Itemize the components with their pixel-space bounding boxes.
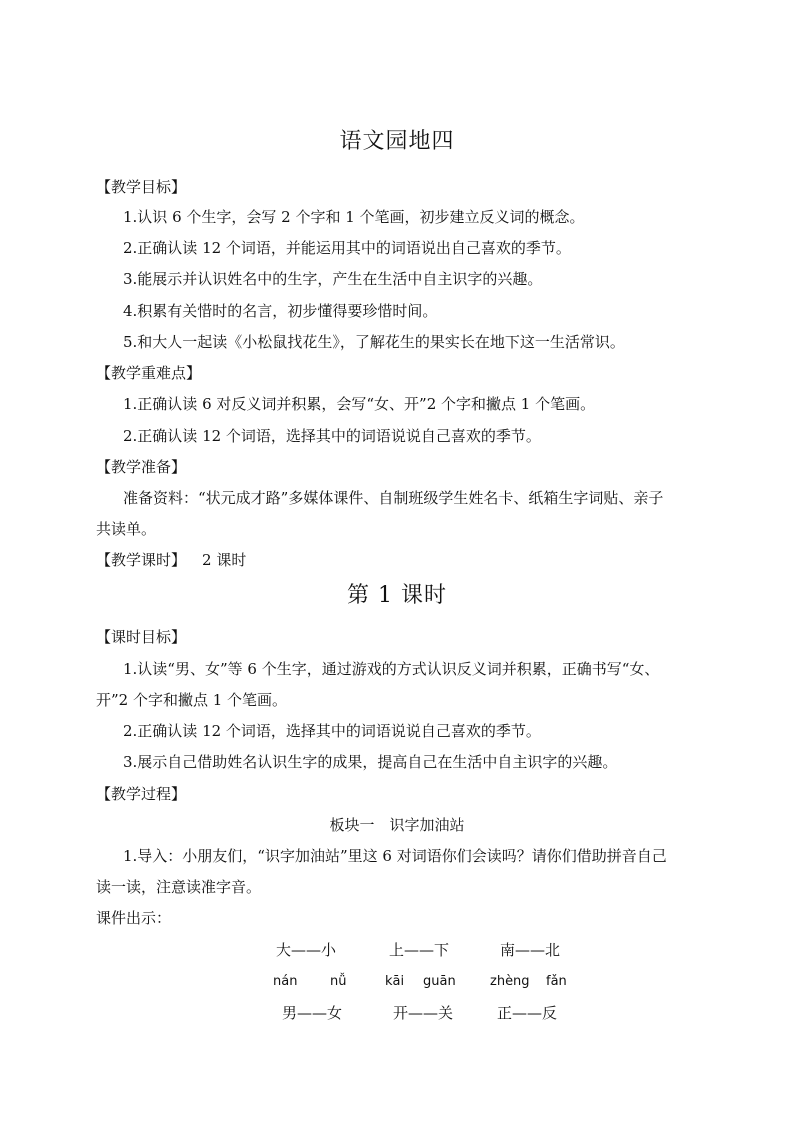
word-pair: 南——北	[500, 941, 561, 959]
courseware-label: 课件出示：	[96, 909, 172, 927]
hours-label: 【教学课时】	[96, 551, 187, 569]
key-point-item: 1.正确认读 6 对反义词并积累，会写“女、开”2 个字和撇点 1 个笔画。	[123, 395, 596, 413]
word-pair: 开——关	[393, 1004, 454, 1022]
word-pair: 大——小	[276, 941, 337, 959]
pinyin: nǚ	[330, 974, 347, 989]
block-title: 板块一 识字加油站	[329, 816, 465, 834]
key-point-item: 2.正确认读 12 个词语，选择其中的词语说说自己喜欢的季节。	[123, 427, 541, 445]
pinyin: nán	[273, 974, 298, 989]
word-pair: 上——下	[389, 941, 450, 959]
pinyin: guān	[423, 974, 456, 989]
section-heading-process: 【教学过程】	[96, 785, 187, 803]
lesson-title: 第 1 课时	[347, 583, 447, 608]
goal-item: 4.积累有关惜时的名言，初步懂得要珍惜时间。	[123, 302, 438, 320]
word-pair: 正——反	[497, 1004, 558, 1022]
goal-item: 3.能展示并认识姓名中的生字，产生在生活中自主识字的兴趣。	[123, 270, 543, 288]
goal-item: 5.和大人一起读《小松鼠找花生》，了解花生的果实长在地下这一生活常识。	[123, 333, 625, 351]
pinyin: kāi	[385, 974, 405, 989]
page-title: 语文园地四	[339, 129, 455, 154]
section-heading-preparation: 【教学准备】	[96, 458, 187, 476]
goal-item: 1.认识 6 个生字，会写 2 个字和 1 个笔画，初步建立反义词的概念。	[123, 208, 585, 226]
pinyin: fǎn	[546, 974, 567, 989]
section-heading-lesson-goals: 【课时目标】	[96, 628, 187, 646]
hours-value: 2 课时	[202, 551, 247, 569]
word-pair: 男——女	[282, 1004, 343, 1022]
lesson-goal-item: 3.展示自己借助姓名认识生字的成果，提高自己在生活中自主识字的兴趣。	[123, 753, 618, 771]
preparation-text-cont: 共读单。	[96, 520, 157, 538]
section-heading-goals: 【教学目标】	[96, 178, 187, 196]
section-heading-key-points: 【教学重难点】	[96, 364, 202, 382]
goal-item: 2.正确认读 12 个词语，并能运用其中的词语说出自己喜欢的季节。	[123, 239, 571, 257]
lesson-goal-item-cont: 开”2 个字和撇点 1 个笔画。	[96, 691, 288, 709]
preparation-text: 准备资料：“状元成才路”多媒体课件、自制班级学生姓名卡、纸箱生字词贴、亲子	[123, 489, 664, 507]
process-step: 1.导入：小朋友们，“识字加油站”里这 6 对词语你们会读吗？请你们借助拼音自己	[123, 847, 667, 865]
lesson-goal-item: 2.正确认读 12 个词语，选择其中的词语说说自己喜欢的季节。	[123, 722, 541, 740]
section-heading-hours	[96, 550, 246, 570]
lesson-goal-item: 1.认读“男、女”等 6 个生字，通过游戏的方式认识反义词并积累，正确书写“女、	[123, 660, 660, 678]
pinyin: zhèng	[490, 974, 530, 989]
process-step-cont: 读一读，注意读准字音。	[96, 878, 262, 896]
